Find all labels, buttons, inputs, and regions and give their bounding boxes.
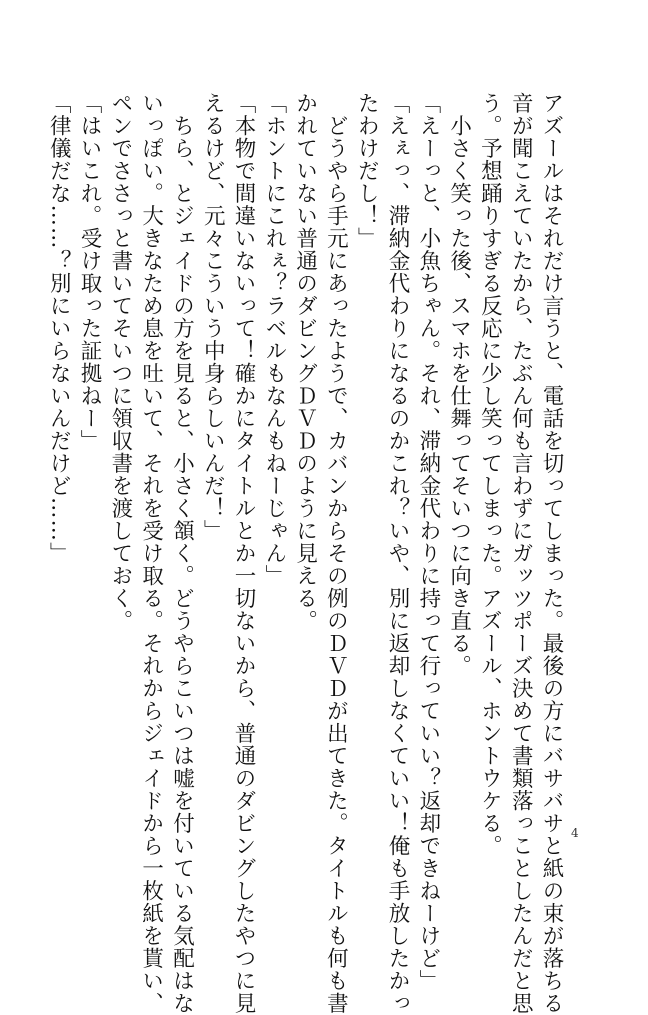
text-line: えるけど、元々こういう中身らしいんだ！」: [200, 92, 226, 542]
text-line: ペンでささっと書いてそいつに領収書を渡しておく。: [107, 92, 133, 632]
text-line: 「はいこれ。受け取った証拠ねー」: [77, 92, 103, 452]
text-line: いっぽい。大きなため息を吐いて、それを受け取る。それからジェイドから一枚紙を貰い、: [138, 92, 164, 1015]
text-line: かれていない普通のダビングＤＶＤのように見える。: [292, 92, 318, 632]
vertical-text-body: [42, 92, 566, 1015]
page-number: 4: [571, 826, 579, 840]
text-line: 小さく笑った後、スマホを仕舞ってそいつに向き直る。: [446, 92, 472, 677]
text-line: 音が聞こえていたから、たぶん何も言わずにガッツポーズ決めて書類落っことしたんだと思: [508, 92, 534, 1015]
text-line: 「えぇっ、滞納金代わりになるのかこれ？いや、別に返却しなくていい！俺も手放したかっ: [385, 92, 411, 1015]
text-line: たわけだし！」: [354, 92, 380, 250]
text-line: 「本物で間違いないって！確かにタイトルとか一切ないから、普通のダビングしたやつに見: [231, 92, 257, 1015]
text-line: どうやら手元にあったようで、カバンからその例のＤＶＤが出てきた。タイトルも何も書: [323, 92, 349, 1015]
text-line: 「律儀だな……？別にいらないんだけど……」: [46, 92, 72, 565]
text-line: 「ホントにこれぇ？ラベルもなんもねーじゃん」: [261, 92, 287, 587]
text-line: 「えーっと、小魚ちゃん。それ、滞納金代わりに持って行っていい？返却できねーけど」: [415, 92, 441, 992]
text-line: アズールはそれだけ言うと、電話を切ってしまった。最後の方にバサバサと紙の束が落ちる: [539, 92, 564, 1015]
text-line: う。予想踊りすぎる反応に少し笑ってしまった。アズール、ホントウケる。: [477, 92, 503, 857]
text-line: ちら、とジェイドの方を見ると、小さく頷く。どうやらこいつは嘘を付いている気配はな: [169, 92, 195, 1015]
